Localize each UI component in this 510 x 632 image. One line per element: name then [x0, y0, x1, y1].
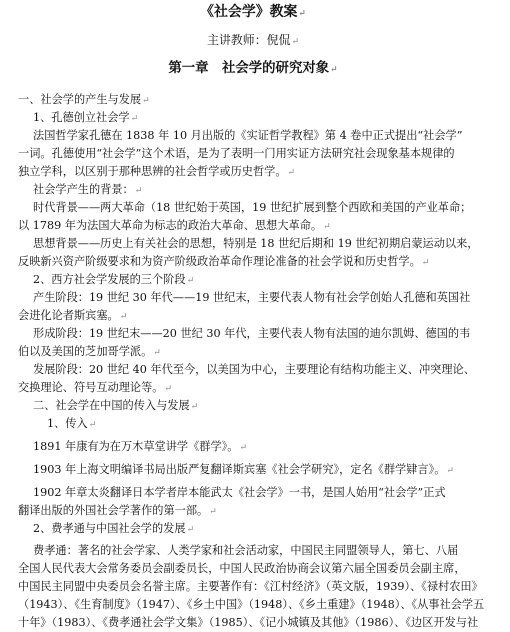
body-line: 1903 年上海文明编译书局出版严复翻译斯宾塞《社会学研究》，定名《群学肄言》。↵: [33, 463, 454, 476]
chapter-heading: 第一章 社会学的研究对象↵: [168, 60, 338, 76]
body-line: 时代背景——两大革命（18 世纪始于英国，19 世纪扩展到整个西欧和美国的产业革命；: [33, 201, 472, 214]
body-line: 全国人民代表大会常务委员会副委员长，中国人民政治协商会议第六届全国委员会副主席，: [18, 562, 466, 575]
subsection-heading: 2、西方社会学发展的三个阶段↵: [33, 273, 195, 286]
subsection-heading: 2、费孝通与中国社会学的发展↵: [33, 522, 195, 535]
body-line: 发展阶段：20 世纪 40 年代至今，以美国为中心，主要理论有结构功能主义、冲突理论、: [33, 363, 475, 376]
subsection-heading: 1、孔德创立社会学↵: [33, 111, 139, 124]
section-heading: 二、社会学在中国的传入与发展↵: [33, 399, 199, 412]
body-line: 一词。孔德使用“社会学”这个术语，是为了表明一门用实证方法研究社会现象基本规律的: [18, 147, 455, 160]
body-line: 十年》（1983）、《费孝通社会学文集》（1985）、《记小城镇及其他》（1986）、《边区开发与社: [18, 616, 479, 629]
body-line: （1943）、《生育制度》（1947）、《乡土中国》（1948）、《乡土重建》（1948）、《从事社会学五: [18, 598, 485, 611]
section-heading: 一、社会学的产生与发展↵: [18, 93, 150, 106]
body-line: 1891 年康有为在万木草堂讲学《群学》。↵: [33, 440, 247, 453]
body-line: 社会学产生的背景：↵: [33, 183, 143, 196]
body-line: 1902 年章太炎翻译日本学者岸本能武太《社会学》一书，是国人始用“社会学”正式: [33, 486, 446, 499]
body-line: 伯以及美国的芝加哥学派。↵: [18, 345, 161, 358]
subsection-heading: 1、传入↵: [47, 417, 97, 430]
body-line: 交换理论、符号互动理论等。↵: [18, 381, 172, 394]
body-line: 费孝通：著名的社会学家、人类学家和社会活动家，中国民主同盟领导人，第七、八届: [33, 544, 459, 557]
body-line: 会进化论者斯宾塞。↵: [18, 309, 128, 322]
body-line: 独立学科，以区别于那种思辨的社会哲学或历史哲学。↵: [18, 165, 296, 178]
body-line: 反映新兴资产阶级要求和为资产阶级政治革命作理论准备的社会学说和历史哲学。↵: [18, 255, 430, 268]
body-line: 以 1789 年为法国大革命为标志的政治大革命、思想大革命。↵: [18, 219, 331, 232]
body-line: 法国哲学家孔德在 1838 年 10 月出版的《实证哲学教程》第 4 卷中正式提出“社会学”: [33, 129, 463, 142]
body-line: 产生阶段：19 世纪 30 年代——19 世纪末，主要代表人物有社会学创始人孔德和英国社: [33, 291, 471, 304]
body-line: 翻译出版的外国社会学著作的第一部。↵: [18, 504, 217, 517]
body-line: 形成阶段：19 世纪末——20 世纪 30 年代，主要代表人物有法国的迪尔凯姆、德国的韦: [33, 327, 471, 340]
teacher-line: 主讲教师：倪侃↵: [207, 33, 299, 47]
document-title: 《社会学》教案↵: [200, 4, 306, 20]
body-line: 思想背景——历史上有关社会的思想，特别是 18 世纪后期和 19 世纪初期启蒙运动以来，: [33, 237, 479, 250]
body-line: 中国民主同盟中央委员会名誉主席。主要著作有：《江村经济》（英文版，1939）、《禄村农田》: [18, 580, 483, 593]
